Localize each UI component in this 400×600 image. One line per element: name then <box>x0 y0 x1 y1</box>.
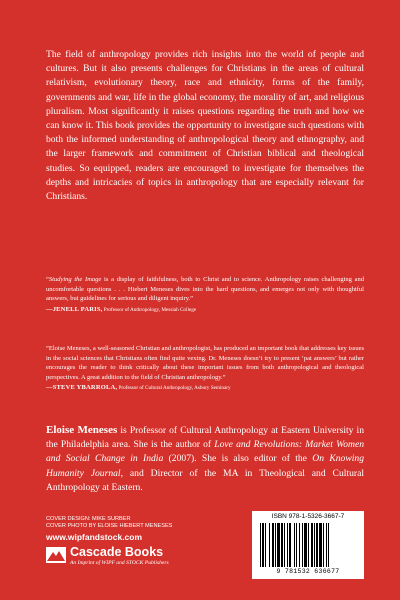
endorser-name: —STEVE YBARROLA, <box>46 384 118 391</box>
cover-credits <box>46 516 172 530</box>
bio-text: (2007). She is also editor of the <box>163 453 313 465</box>
endorser-role: Professor of Anthropology, Messiah College <box>102 306 197 313</box>
bio-text: , and Director of the MA in Theological and Cultural Anthropology at Eastern. <box>46 467 364 493</box>
journal-title: On Knowing Humanity Journal <box>46 453 364 479</box>
endorser-name: —JENELL PARIS, <box>46 305 103 313</box>
publisher-name: Cascade Books <box>70 545 164 559</box>
quote-open: “ <box>46 276 49 283</box>
endorsement-paris <box>46 275 364 315</box>
publisher-tagline: An Imprint of WIPF and STOCK Publishers <box>70 560 169 566</box>
isbn-label: ISBN 978-1-5326-3667-7 <box>271 513 345 520</box>
publisher-website[interactable]: www.wipfandstock.com <box>46 532 143 542</box>
cover-design-credit: COVER DESIGN: MIKE SURBER <box>46 516 131 522</box>
endorser-role: Professor of Cultural Anthropology, Asbury Seminary <box>117 385 231 391</box>
bio-text: is Professor of Cultural Anthropology at Eastern University in the Philadelphia area. She is the author of <box>46 425 364 451</box>
barcode-box <box>252 511 364 579</box>
book-description: The field of anthropology provides rich insights into the world of people and cultures. But it also presents challenges for Christians in the areas of cultural relativism, evolutionary theory, race and ethnicity, forms of the family, governments and war, life in the global economy, the morality of art, and religious pluralism. Most significantly it raises questions regarding the truth and how we can know it. This book provides the opportunity to investigate such questions with both the informed understanding of anthropological theory and ethnography, and the larger framework and commitment of Christian biblical and theological studies. So equipped, readers are encouraged to investigate for themselves the depths and intricacies of topics in anthropology that are especially relevant for Christians. <box>46 49 364 203</box>
book-title: Love and Revolutions: Market Women and Social Change in India <box>46 439 365 465</box>
quote-text: “Eloise Meneses, a well-seasoned Christian and anthropologist, has produced an important book that addresses key issues in the social sciences that Christians often find quite vexing. Dr. Meneses doesn’t try to present ‘pat answers’ but rather encourages the reader to think critically about these important issues from both anthropological and theological perspectives. A great addition to the field of Christian anthropology.” <box>46 345 364 381</box>
quote-text: is a display of faithfulness, both to Christ and to science. Anthropology raises challenging and uncomfortable questions . . . Hiebert Meneses dives into the hard questions, and emerges not only with thoughtful answers, but guidelines for serious and diligent inquiry.” <box>46 276 364 302</box>
quoted-title: Studying the Image <box>48 276 102 283</box>
barcode-number: 9 781532 636677 <box>276 568 340 575</box>
cover-photo-credit: COVER PHOTO BY ELOISE HIEBERT MENESES <box>46 523 173 529</box>
author-bio <box>46 423 364 495</box>
author-name: Eloise Meneses <box>46 424 118 436</box>
barcode-icon <box>260 523 356 567</box>
mountain-icon <box>46 547 66 563</box>
endorsement-attribution <box>46 383 364 394</box>
endorsement-attribution <box>46 305 364 316</box>
endorsement-ybarrola <box>46 344 364 394</box>
publisher-logo <box>46 545 186 575</box>
